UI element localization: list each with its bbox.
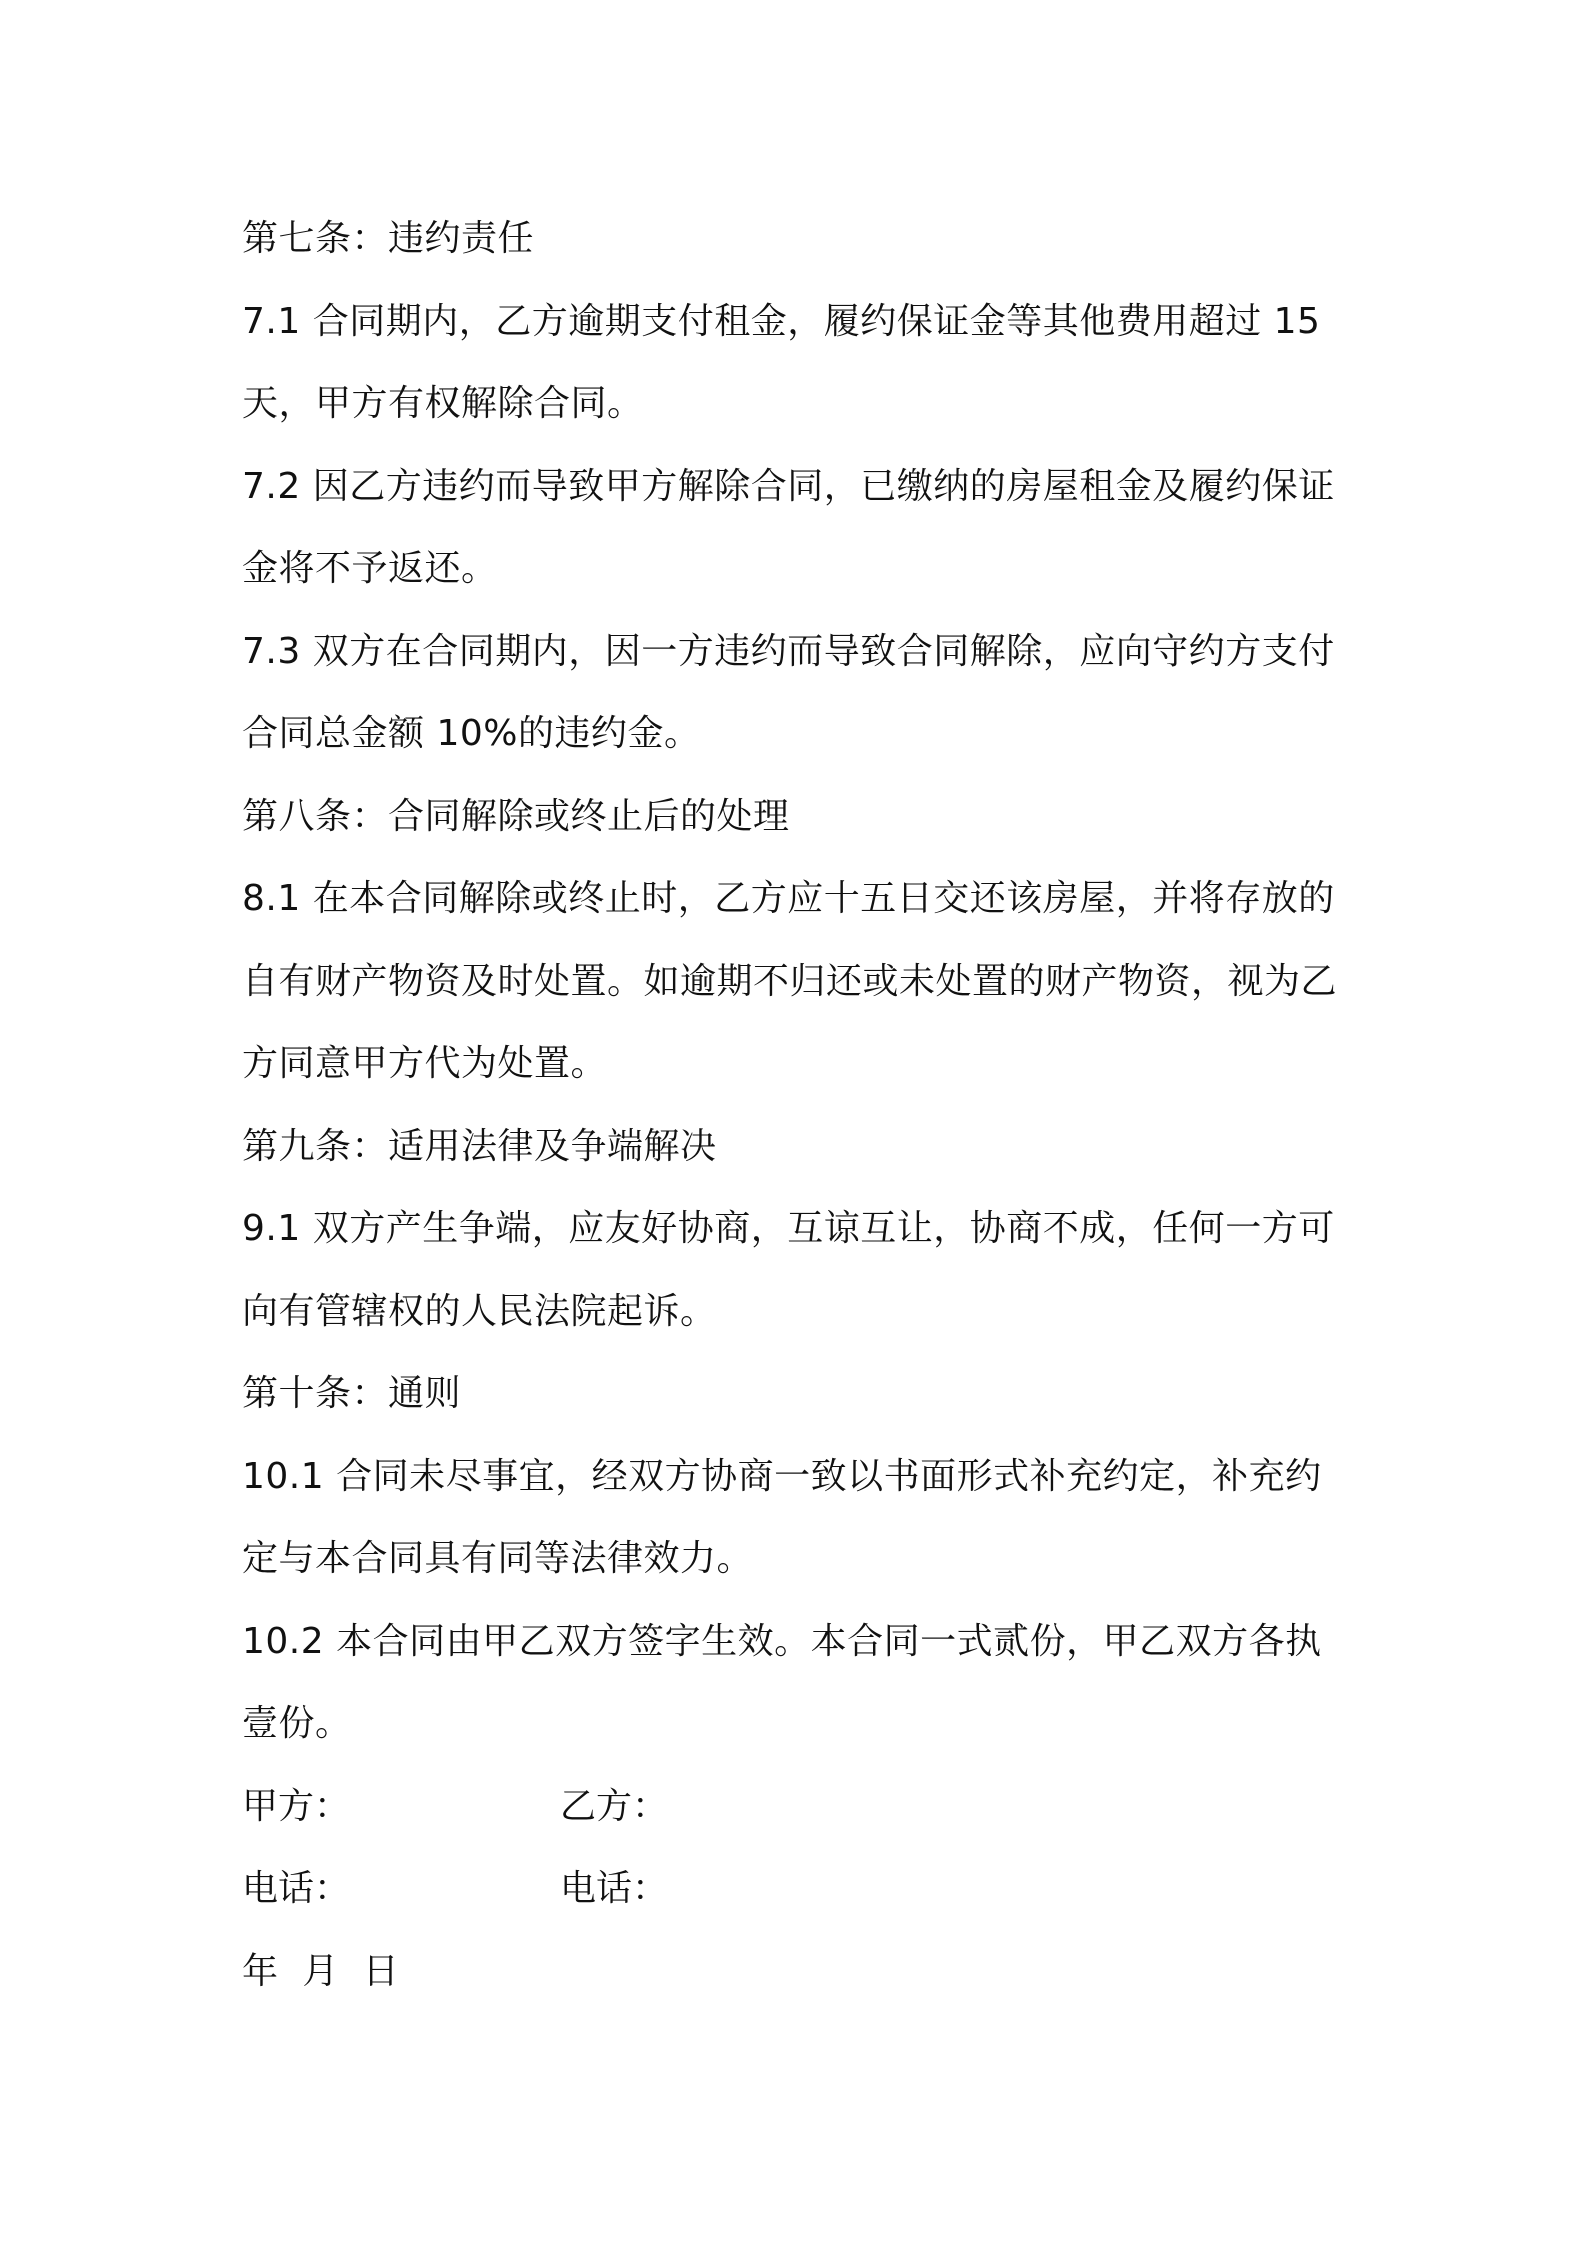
- clause-8-1-line-2: 自有财产物资及时处置。如逾期不归还或未处置的财产物资，视为乙: [242, 960, 1338, 1002]
- clause-8-1-line-1: 8.1 在本合同解除或终止时，乙方应十五日交还该房屋，并将存放的: [242, 878, 1335, 919]
- article-10-heading: 第十条：通则: [242, 1373, 462, 1414]
- clause-7-3-line-2: 合同总金额 10%的违约金。: [242, 713, 701, 754]
- phone-a-label: 电话：: [242, 1868, 351, 1909]
- clause-9-1-line-2: 向有管辖权的人民法院起诉。: [242, 1290, 717, 1332]
- clause-7-3-line-1: 7.3 双方在合同期内，因一方违约而导致合同解除，应向守约方支付: [242, 630, 1335, 672]
- article-9-heading: 第九条：适用法律及争端解决: [242, 1125, 717, 1167]
- clause-8-1-line-3: 方同意甲方代为处置。: [242, 1043, 608, 1084]
- signature-phone-row: [242, 1848, 1362, 1931]
- clause-7-2-line-1: 7.2 因乙方违约而导致甲方解除合同，已缴纳的房屋租金及履约保证: [242, 465, 1335, 507]
- article-7-heading: 第七条：违约责任: [242, 218, 535, 259]
- contract-body: [242, 198, 1362, 2013]
- party-b-label: 乙方：: [560, 1785, 669, 1827]
- clause-7-1-line-1: 7.1 合同期内，乙方逾期支付租金，履约保证金等其他费用超过 15: [242, 300, 1321, 342]
- clause-7-1-line-2: 天，甲方有权解除合同。: [242, 383, 644, 424]
- article-8-heading: 第八条：合同解除或终止后的处理: [242, 795, 790, 837]
- clause-7-2-line-2: 金将不予返还。: [242, 548, 498, 589]
- phone-b-label: 电话：: [560, 1868, 669, 1909]
- signature-party-row: [242, 1766, 1362, 1849]
- clause-10-1-line-2: 定与本合同具有同等法律效力。: [242, 1538, 754, 1579]
- clause-10-2-line-1: 10.2 本合同由甲乙双方签字生效。本合同一式贰份，甲乙双方各执: [242, 1620, 1322, 1662]
- party-a-label: 甲方：: [242, 1785, 351, 1827]
- clause-10-2-line-2: 壹份。: [242, 1703, 352, 1744]
- clause-10-1-line-1: 10.1 合同未尽事宜，经双方协商一致以书面形式补充约定，补充约: [242, 1455, 1322, 1497]
- clause-9-1-line-1: 9.1 双方产生争端，应友好协商，互谅互让，协商不成，任何一方可: [242, 1208, 1335, 1249]
- date-label: 年 月 日: [242, 1950, 400, 1992]
